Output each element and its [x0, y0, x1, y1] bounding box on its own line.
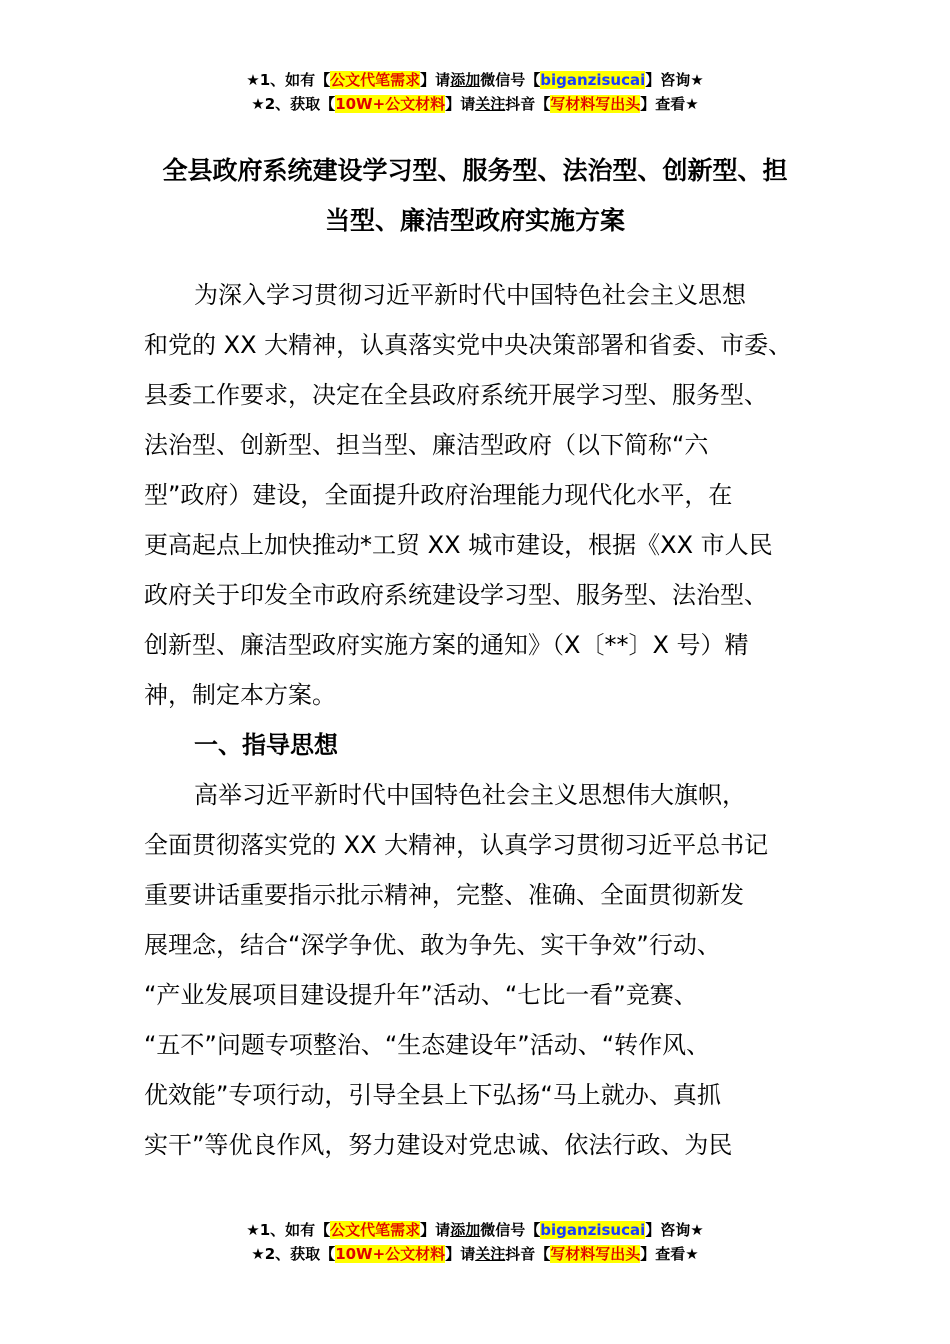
paragraph-line: 全面贯彻落实党的 XX 大精神，认真学习贯彻习近平总书记: [144, 831, 769, 859]
paragraph-line: 型”政府）建设，全面提升政府治理能力现代化水平，在: [144, 481, 733, 509]
document-body: [144, 270, 824, 1170]
banner-underlined-text: 添加: [450, 71, 481, 89]
highlight-douyin: 写材料写出头: [550, 95, 641, 113]
banner-underlined-text: 关注: [475, 95, 506, 113]
paragraph-line: 实干”等优良作风，努力建设对党忠诚、依法行政、为民: [144, 1131, 733, 1159]
highlight-douyin: 写材料写出头: [550, 1245, 641, 1263]
banner-line-1: [0, 1218, 950, 1242]
banner-text: ★2、获取【: [251, 95, 336, 113]
highlight-wechat-id: biganzisucai: [540, 71, 646, 89]
paragraph-line: 更高起点上加快推动*工贸 XX 城市建设，根据《XX 市人民: [144, 531, 773, 559]
banner-text: 】查看★: [640, 1245, 699, 1263]
highlight-ghostwriting: 公文代笔需求: [330, 71, 421, 89]
banner-text: 抖音【: [505, 95, 551, 113]
banner-text: ★1、如有【: [246, 1221, 331, 1239]
banner-line-2: [0, 1242, 950, 1266]
banner-underlined-text: 关注: [475, 1245, 506, 1263]
banner-text: 微信号【: [480, 71, 541, 89]
banner-text: 微信号【: [480, 1221, 541, 1239]
highlight-materials: 10W+公文材料: [335, 95, 446, 113]
banner-text: ★2、获取【: [251, 1245, 336, 1263]
banner-line-1: [0, 68, 950, 92]
paragraph-line: 法治型、创新型、担当型、廉洁型政府（以下简称“六: [144, 431, 709, 459]
banner-text: 】请: [445, 95, 476, 113]
banner-text: 】请: [420, 1221, 451, 1239]
paragraph-line: 县委工作要求，决定在全县政府系统开展学习型、服务型、: [144, 381, 768, 409]
section-heading: 一、指导思想: [194, 731, 338, 759]
paragraph-line: 展理念，结合“深学争优、敢为争先、实干争效”行动、: [144, 931, 721, 959]
highlight-materials: 10W+公文材料: [335, 1245, 446, 1263]
title-line-1: 全县政府系统建设学习型、服务型、法治型、创新型、担: [162, 156, 788, 185]
footer-banner: [0, 1218, 950, 1266]
banner-text: ★1、如有【: [246, 71, 331, 89]
paragraph-line: 优效能”专项行动，引导全县上下弘扬“马上就办、真抓: [144, 1081, 721, 1109]
banner-text: 】查看★: [640, 95, 699, 113]
highlight-wechat-id: biganzisucai: [540, 1221, 646, 1239]
paragraph-line: 重要讲话重要指示批示精神，完整、准确、全面贯彻新发: [144, 881, 744, 909]
paragraph-line: 为深入学习贯彻习近平新时代中国特色社会主义思想: [194, 281, 746, 309]
paragraph-line: 政府关于印发全市政府系统建设学习型、服务型、法治型、: [144, 581, 768, 609]
paragraph-line: 和党的 XX 大精神，认真落实党中央决策部署和省委、市委、: [144, 331, 793, 359]
banner-text: 】请: [445, 1245, 476, 1263]
paragraph-line: 高举习近平新时代中国特色社会主义思想伟大旗帜，: [194, 781, 746, 809]
banner-line-2: [0, 92, 950, 116]
title-line-2: 当型、廉洁型政府实施方案: [324, 206, 625, 235]
paragraph-line: “五不”问题专项整治、“生态建设年”活动、“转作风、: [144, 1031, 711, 1059]
banner-text: 】咨询★: [645, 71, 704, 89]
banner-underlined-text: 添加: [450, 1221, 481, 1239]
banner-text: 】咨询★: [645, 1221, 704, 1239]
header-banner: [0, 68, 950, 116]
highlight-ghostwriting: 公文代笔需求: [330, 1221, 421, 1239]
banner-text: 】请: [420, 71, 451, 89]
paragraph-line: 神，制定本方案。: [144, 681, 336, 709]
paragraph-line: 创新型、廉洁型政府实施方案的通知》（X〔**〕X 号）精: [144, 631, 749, 659]
document-title: [140, 146, 810, 246]
paragraph-line: “产业发展项目建设提升年”活动、“七比一看”竞赛、: [144, 981, 698, 1009]
banner-text: 抖音【: [505, 1245, 551, 1263]
